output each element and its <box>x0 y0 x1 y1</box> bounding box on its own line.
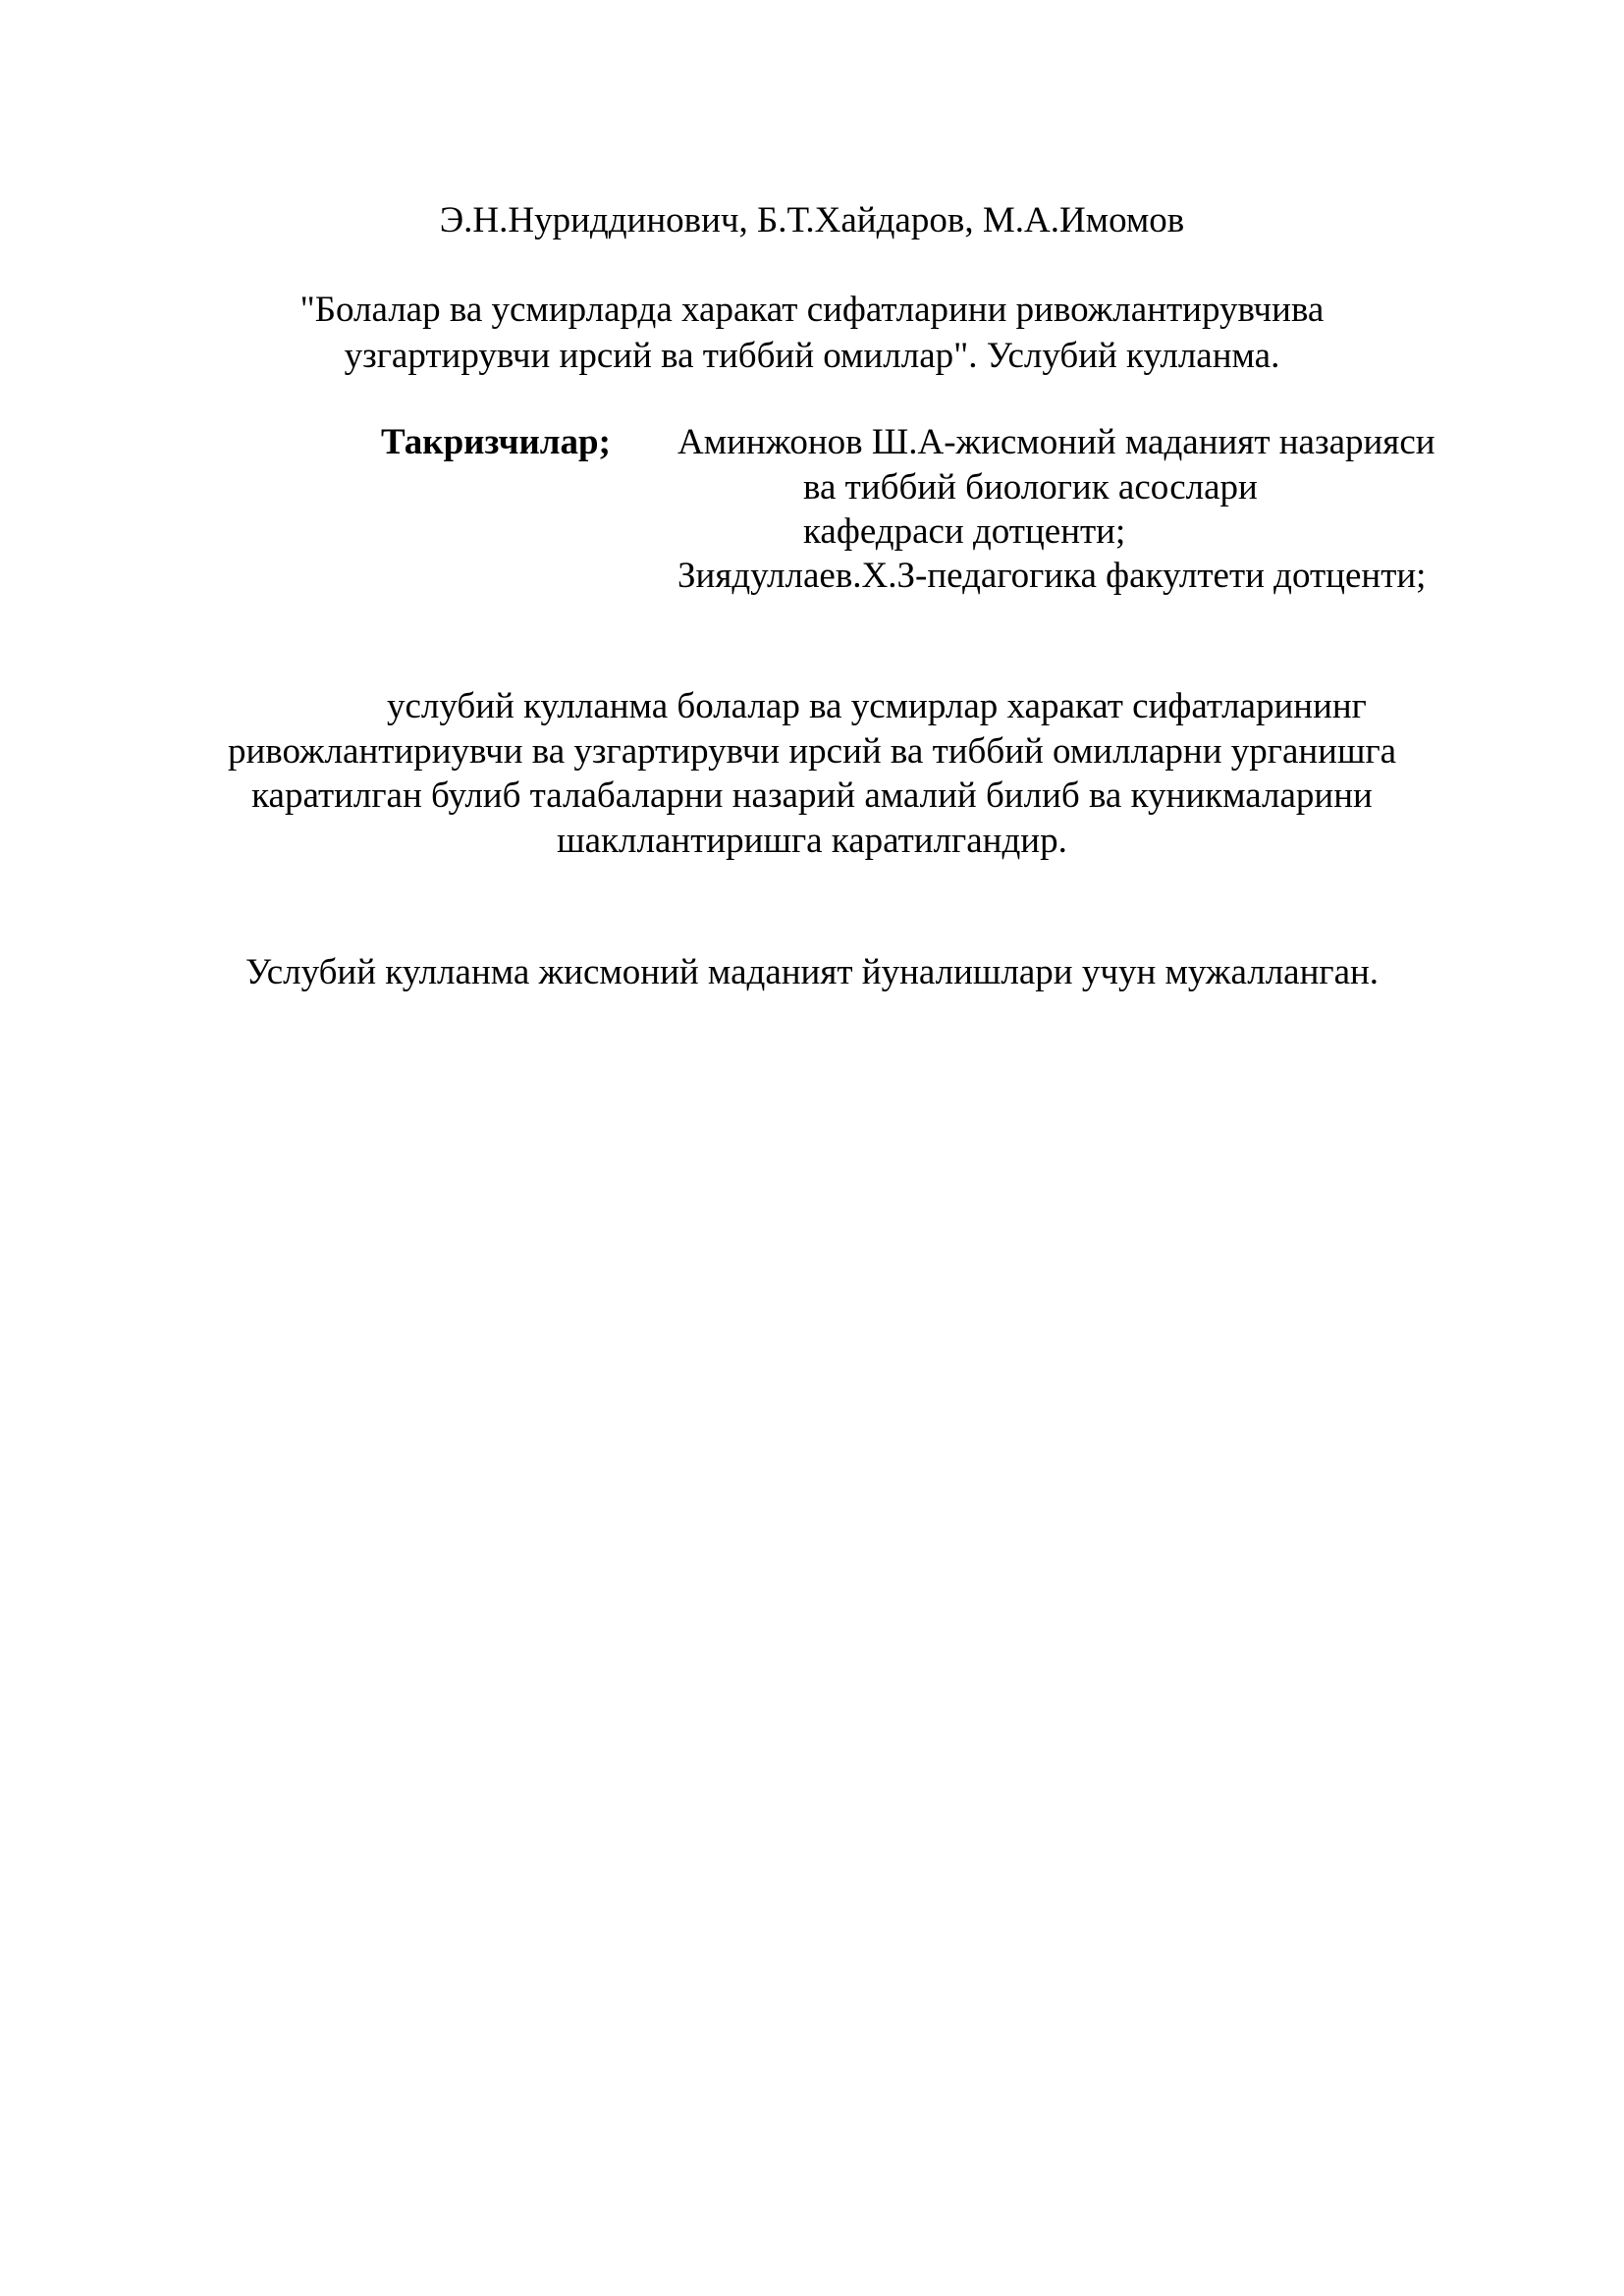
abstract-line-4: шакллантиришга каратилгандир. <box>557 821 1067 861</box>
authors-line: Э.Н.Нуриддинович, Б.Т.Хайдаров, М.А.Имомов <box>439 200 1185 240</box>
reviewer-line-1: Аминжонов Ш.А-жисмоний маданият назарияси <box>677 422 1435 462</box>
audience-line: Услубий кулланма жисмоний маданият йуналишлари учун мужалланган. <box>244 952 1380 992</box>
title-line-1: "Болалар ва усмирларда харакат сифатларини ривожлантирувчива <box>299 290 1325 330</box>
reviewers-label: Такризчилар; <box>381 422 611 462</box>
reviewer-line-3: кафедраси дотценти; <box>803 511 1126 552</box>
reviewer-line-4: Зиядуллаев.Х.З-педагогика факултети дотценти; <box>677 556 1427 596</box>
title-line-2: узгартирувчи ирсий ва тиббий омиллар". Услубий кулланма. <box>344 336 1280 376</box>
abstract-line-2: ривожлантириувчи ва узгартирувчи ирсий ва тиббий омилларни урганишга <box>227 731 1397 772</box>
abstract-line-1: услубий кулланма болалар ва усмирлар харакат сифатларининг <box>387 686 1367 726</box>
abstract-line-3: каратилган булиб талабаларни назарий амалий билиб ва куникмаларини <box>251 775 1373 816</box>
reviewer-line-2: ва тиббий биологик асослари <box>803 467 1258 507</box>
